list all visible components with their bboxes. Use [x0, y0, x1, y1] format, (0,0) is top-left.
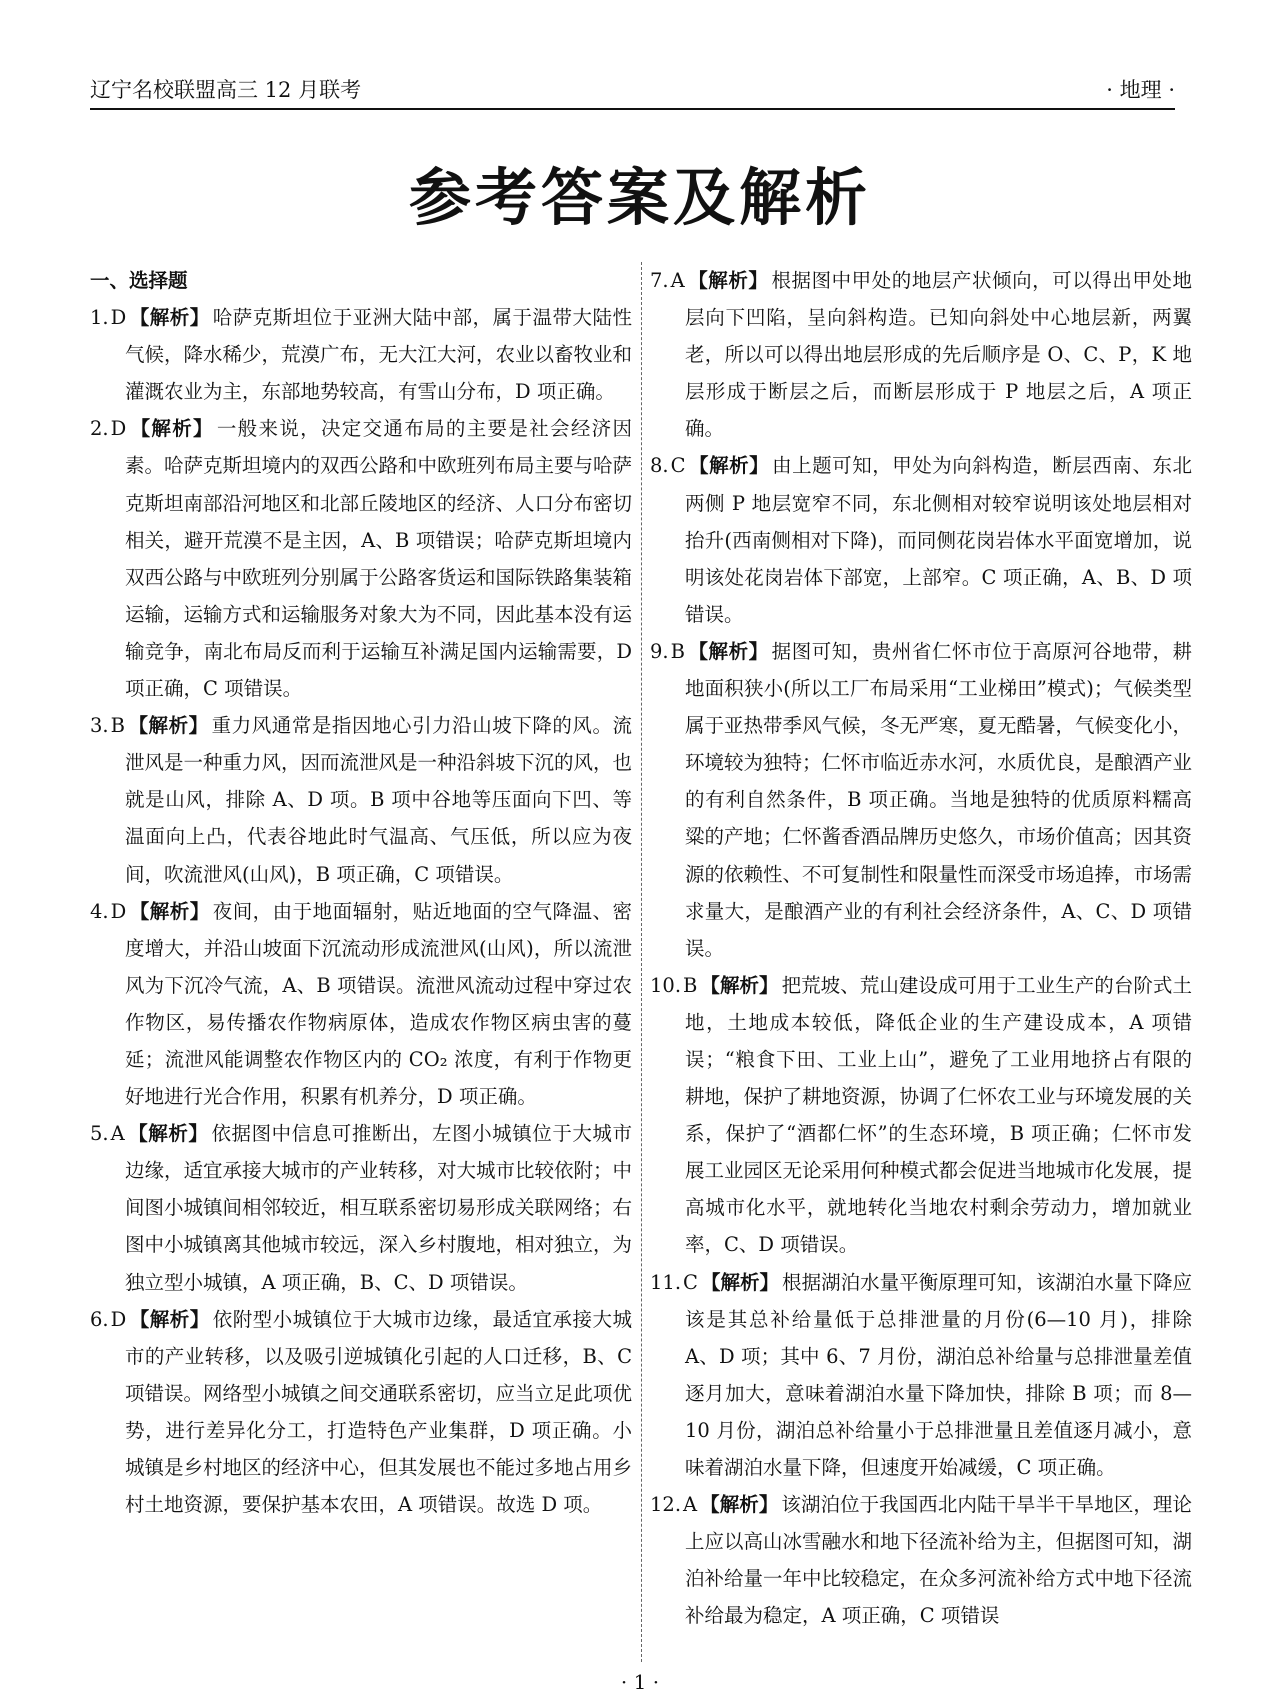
subject-label: · 地理 · — [1106, 78, 1175, 102]
analysis-text: 依据图中信息可推断出，左图小城镇位于大城市边缘，适宜承接大城市的产业转移，对大城市比较依附；中间图小城镇间相邻较近，相互联系密切易形成关联网络；右图中小城镇离其他城市较远，深入乡村腹地，相对独立，为独立型小城镇，A 项正确，B、C、D 项错误。 — [125, 1122, 633, 1294]
analysis-tag: 【解析】 — [700, 1493, 779, 1517]
analysis-text: 由上题可知，甲处为向斜构造，断层西南、东北两侧 P 地层宽窄不同，东北侧相对较窄说明该处地层相对抬升(西南侧相对下降)，而同侧花岗岩体水平面宽增加，说明该处花岗岩体下部宽，上部窄。C 项正确，A、B、D 项错误。 — [685, 454, 1192, 626]
answer-item — [90, 893, 632, 1116]
analysis-text: 依附型小城镇位于大城市边缘，最适宜承接大城市的产业转移，以及吸引逆城镇化引起的人口迁移，B、C 项错误。网络型小城镇之间交通联系密切，应当立足此项优势，进行差异化分工，打造特色产业集群，D 项正确。小城镇是乡村地区的经济中心，但其发展也不能过多地占用乡村土地资源，要保护基本农田，A 项错误。故选 D 项。 — [125, 1307, 633, 1517]
analysis-tag: 【解析】 — [129, 899, 210, 923]
analysis-text: 该湖泊位于我国西北内陆干旱半干旱地区，理论上应以高山冰雪融水和地下径流补给为主，但据图可知，湖泊补给量一年中比较稳定，在众多河流补给方式中地下径流补给最为稳定，A 项正确，C 项错误 — [685, 1493, 1193, 1628]
answer-letter: D — [110, 899, 127, 923]
analysis-tag: 【解析】 — [127, 714, 209, 738]
analysis-text: 据图可知，贵州省仁怀市位于高原河谷地带，耕地面积狭小(所以工厂布局采用“工业梯田”模式)；气候类型属于亚热带季风气候，冬无严寒，夏无酷暑，气候变化小，环境较为独特；仁怀市临近赤水河，水质优良，是酿酒产业的有利自然条件，B 项正确。当地是独特的优质原料糯高粱的产地；仁怀酱香酒品牌历史悠久，市场价值高；因其资源的依赖性、不可复制性和限量性而深受市场追捧，市场需求量大，是酿酒产业的有利社会经济条件，A、C、D 项错误。 — [685, 639, 1193, 960]
analysis-text: 根据图中甲处的地层产状倾向，可以得出甲处地层向下凹陷，呈向斜构造。已知向斜处中心地层新，两翼老，所以可以得出地层形成的先后顺序是 O、C、P，K 地层形成于断层之后，而断层形成于 P 地层之后，A 项正确。 — [685, 269, 1192, 441]
question-number: 11. — [650, 1270, 682, 1294]
question-number: 2. — [90, 417, 109, 441]
exam-title: 辽宁名校联盟高三 12 月联考 — [90, 78, 362, 102]
question-number: 8. — [650, 454, 669, 478]
answer-item — [90, 1115, 632, 1300]
answer-letter: B — [670, 639, 685, 663]
analysis-text: 重力风通常是指因地心引力沿山坡下降的风。流泄风是一种重力风，因而流泄风是一种沿斜坡下沉的风，也就是山风，排除 A、D 项。B 项中谷地等压面向下凹、等温面向上凸，代表谷地此时气温高、气压低，所以应为夜间，吹流泄风(山风)，B 项正确，C 项错误。 — [125, 714, 633, 886]
answer-letter: A — [110, 1122, 125, 1146]
analysis-tag: 【解析】 — [687, 639, 769, 663]
question-number: 5. — [90, 1122, 109, 1146]
answer-letter: A — [683, 1493, 698, 1517]
page-title: 参考答案及解析 — [408, 161, 871, 234]
answer-letter: D — [110, 306, 127, 330]
answer-item — [650, 967, 1192, 1264]
analysis-tag: 【解析】 — [700, 973, 779, 997]
left-column — [90, 262, 632, 1523]
analysis-text: 根据湖泊水量平衡原理可知，该湖泊水量下降应该是其总补给量低于总排泄量的月份(6—10 月)，排除 A、D 项；其中 6、7 月份，湖泊总补给量与总排泄量差值逐月加大，意味着湖泊水量下降加快，排除 B 项；而 8—10 月份，湖泊总补给量小于总排泄量且差值逐月减小，意味着湖泊水量下降，但速度开始减缓，C 项正确。 — [685, 1270, 1192, 1479]
answer-item — [90, 299, 632, 410]
answer-letter: C — [670, 454, 686, 478]
question-number: 1. — [90, 306, 109, 330]
answer-letter: A — [670, 269, 685, 292]
answer-letter: B — [110, 714, 125, 738]
answer-item — [90, 707, 632, 892]
analysis-text: 哈萨克斯坦位于亚洲大陆中部，属于温带大陆性气候，降水稀少，荒漠广布，无大江大河，农业以畜牧业和灌溉农业为主，东部地势较高，有雪山分布，D 项正确。 — [125, 306, 633, 404]
answer-letter: D — [110, 1307, 127, 1331]
section-heading: 一、选择题 — [90, 269, 188, 292]
page-header — [90, 70, 1175, 110]
analysis-text: 夜间，由于地面辐射，贴近地面的空气降温、密度增大，并沿山坡面下沉流动形成流泄风(山风)，所以流泄风为下沉冷气流，A、B 项错误。流泄风流动过程中穿过农作物区，易传播农作物病原体，造成农作物区病虫害的蔓延；流泄风能调整农作物区内的 CO₂ 浓度，有利于作物更好地进行光合作用，积累有机养分，D 项正确。 — [125, 899, 632, 1109]
analysis-text: 一般来说，决定交通布局的主要是社会经济因素。哈萨克斯坦境内的双西公路和中欧班列布局主要与哈萨克斯坦南部沿河地区和北部丘陵地区的经济、人口分布密切相关，避开荒漠不是主因，A、B 项错误；哈萨克斯坦境内双西公路与中欧班列分别属于公路客货运和国际铁路集装箱运输，运输方式和运输服务对象大为不同，因此基本没有运输竞争，南北布局反而利于运输互补满足国内运输需要，D 项正确，C 项错误。 — [125, 417, 633, 701]
column-divider — [641, 262, 642, 1662]
analysis-tag: 【解析】 — [687, 269, 769, 292]
question-number: 3. — [90, 714, 109, 738]
question-number: 12. — [650, 1493, 682, 1517]
answer-letter: D — [110, 417, 127, 441]
answer-letter: B — [683, 973, 698, 997]
question-number: 9. — [650, 639, 669, 663]
question-number: 10. — [650, 973, 682, 997]
answer-item — [650, 447, 1192, 632]
answer-item — [650, 262, 1192, 447]
page-number: · 1 · — [620, 1670, 660, 1694]
analysis-tag: 【解析】 — [129, 306, 210, 330]
right-column — [650, 262, 1192, 1634]
answer-item — [650, 1264, 1192, 1487]
question-number: 6. — [90, 1307, 109, 1331]
answer-item — [90, 1301, 632, 1524]
analysis-tag: 【解析】 — [129, 1307, 210, 1331]
answer-item — [650, 1486, 1192, 1634]
analysis-tag: 【解析】 — [127, 1122, 209, 1146]
analysis-tag: 【解析】 — [688, 454, 770, 478]
answer-item — [650, 633, 1192, 967]
answer-item — [90, 410, 632, 707]
question-number: 4. — [90, 899, 109, 923]
analysis-tag: 【解析】 — [700, 1270, 780, 1294]
answer-letter: C — [683, 1270, 698, 1294]
analysis-tag: 【解析】 — [129, 417, 214, 441]
analysis-text: 把荒坡、荒山建设成可用于工业生产的台阶式土地，土地成本较低，降低企业的生产建设成本，A 项错误；“粮食下田、工业上山”，避免了工业用地挤占有限的耕地，保护了耕地资源，协调了仁怀农工业与环境发展的关系，保护了“酒都仁怀”的生态环境，B 项正确；仁怀市发展工业园区无论采用何种模式都会促进当地城市化发展，提高城市化水平，就地转化当地农村剩余劳动力，增加就业率，C、D 项错误。 — [685, 973, 1193, 1257]
question-number: 7. — [650, 269, 669, 292]
